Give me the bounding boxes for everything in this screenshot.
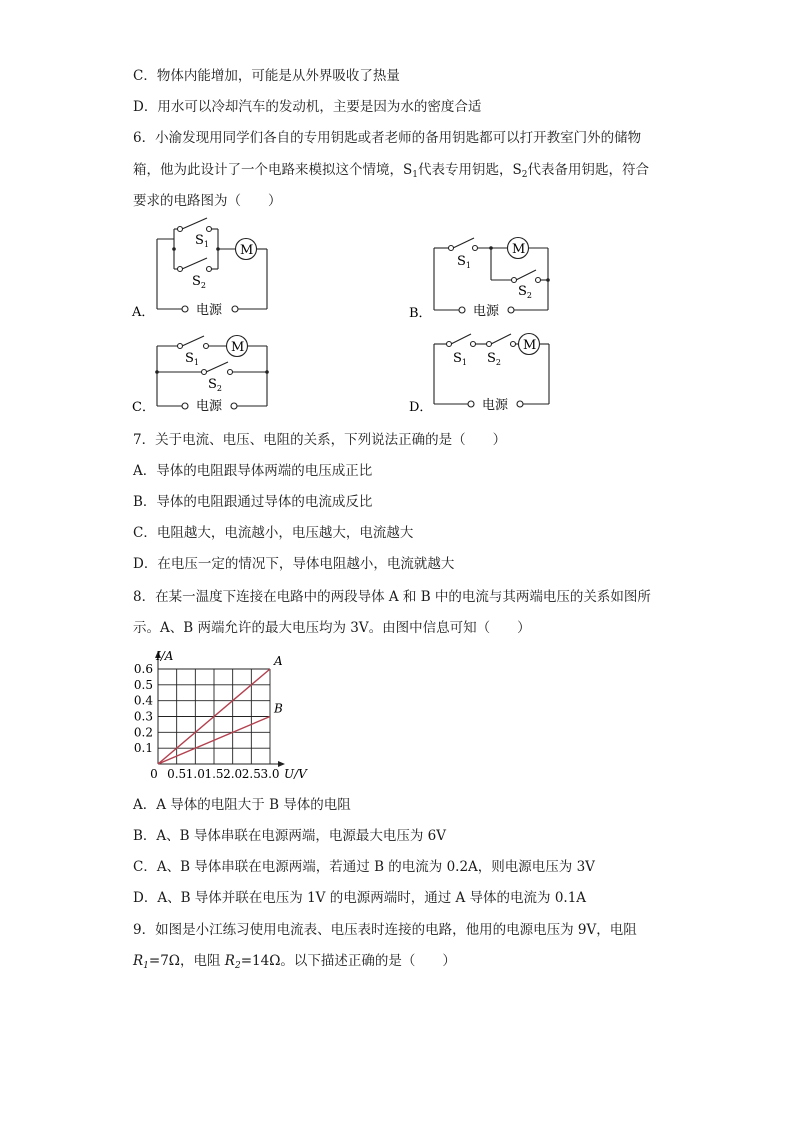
subscript: 1 <box>412 170 418 180</box>
power-source-label: 电源 <box>482 398 509 413</box>
q9-text-a: =7Ω，电阻 <box>148 953 225 969</box>
q9-stem-line1: 9．如图是小江练习使用电流表、电压表时连接的电路，他用的电源电压为 9V，电阻 <box>133 922 637 938</box>
switch-s1-label: $S_1$ <box>457 254 471 270</box>
option-label: C． <box>132 400 155 414</box>
q5-option-d: D．用水可以冷却汽车的发动机，主要是因为水的密度合适 <box>133 99 482 115</box>
y-tick-label: 0.1 <box>133 741 153 756</box>
y-axis-label: I/A <box>156 649 174 663</box>
q8-option-b: B．A、B 导体串联在电源两端，电源最大电压为 6V <box>133 828 447 844</box>
y-tick-label: 0.4 <box>133 693 153 708</box>
q6-stem-line2 <box>133 161 649 184</box>
switch-s1-label: $S_1$ <box>195 233 209 249</box>
q7-option-a: A．导体的电阻跟导体两端的电压成正比 <box>133 463 373 479</box>
series-b-label: B <box>274 701 283 716</box>
switch-s2-label: $S_2$ <box>487 351 501 367</box>
x-tick-label: 2.0 <box>223 767 243 781</box>
r1-symbol: $R_1$ <box>133 953 149 971</box>
circuit-diagram-b <box>407 228 557 323</box>
power-source-label: 电源 <box>196 303 223 318</box>
switch-s2-label: $S_2$ <box>518 284 532 300</box>
motor-label: M <box>231 340 245 355</box>
q7-option-b: B．导体的电阻跟通过导体的电流成反比 <box>133 494 373 510</box>
iu-graph <box>128 644 318 784</box>
switch-s2-label: $S_2$ <box>192 274 206 290</box>
q8-stem-line1: 8．在某一温度下连接在电路中的两段导体 A 和 B 中的电流与其两端电压的关系如图所 <box>133 589 651 605</box>
option-label: D． <box>409 400 433 414</box>
q6-text-a: 箱，他为此设计了一个电路来模拟这个情境，S <box>133 162 413 178</box>
y-tick-label: 0.3 <box>133 709 153 724</box>
x-tick-label: 1.0 <box>185 767 205 781</box>
q6-text-c: 代表备用钥匙，符合 <box>527 162 649 178</box>
q8-option-a: A．A 导体的电阻大于 B 导体的电阻 <box>133 797 351 813</box>
x-tick-label: 0 <box>150 767 158 781</box>
x-tick-label: 2.5 <box>241 767 261 781</box>
q7-stem: 7．关于电流、电压、电阻的关系，下列说法正确的是（ ） <box>133 432 507 448</box>
motor-label: M <box>240 243 254 258</box>
power-source-label: 电源 <box>196 399 223 414</box>
q9-text-b: =14Ω。以下描述正确的是（ ） <box>240 953 456 969</box>
y-tick-label: 0.5 <box>133 677 153 692</box>
q8-option-c: C．A、B 导体串联在电源两端，若通过 B 的电流为 0.2A，则电源电压为 3V <box>133 859 595 875</box>
x-tick-label: 3.0 <box>260 767 280 781</box>
switch-s2-label: $S_2$ <box>208 377 222 393</box>
power-source-label: 电源 <box>473 304 500 319</box>
x-axis-label: U/V <box>284 767 307 781</box>
switch-s1-label: $S_1$ <box>453 351 467 367</box>
q6-stem-line3: 要求的电路图为（ ） <box>133 193 282 209</box>
option-label: A． <box>132 305 155 320</box>
circuit-diagram-c <box>130 330 275 414</box>
x-tick-label: 0.5 <box>167 767 187 781</box>
y-tick-label: 0.2 <box>133 725 153 740</box>
subscript: 2 <box>521 170 528 180</box>
x-tick-label: 1.5 <box>204 767 224 781</box>
q9-stem-line2 <box>133 952 456 975</box>
q8-option-d: D．A、B 导体并联在电压为 1V 的电源两端时，通过 A 导体的电流为 0.1A <box>133 890 587 906</box>
q8-stem-line2: 示。A、B 两端允许的最大电压均为 3V。由图中信息可知（ ） <box>133 620 531 636</box>
r2-symbol: $R_2$ <box>224 953 241 971</box>
circuit-diagram-d <box>407 330 557 414</box>
motor-label: M <box>512 242 526 257</box>
switch-s1-label: $S_1$ <box>185 351 199 367</box>
series-a-label: A <box>274 654 283 668</box>
option-label: B． <box>409 306 432 321</box>
circuit-diagram-a <box>130 210 275 322</box>
motor-label: M <box>523 338 537 353</box>
q6-stem-line1: 6．小渝发现用同学们各自的专用钥匙或者老师的备用钥匙都可以打开教室门外的储物 <box>133 130 642 146</box>
q6-text-b: 代表专用钥匙，S <box>417 162 522 178</box>
q7-option-d: D．在电压一定的情况下，导体电阻越小，电流就越大 <box>133 556 455 572</box>
y-tick-label: 0.6 <box>133 662 153 676</box>
q5-option-c: C．物体内能增加，可能是从外界吸收了热量 <box>133 68 400 84</box>
q7-option-c: C．电阻越大，电流越小，电压越大，电流越大 <box>133 525 414 541</box>
